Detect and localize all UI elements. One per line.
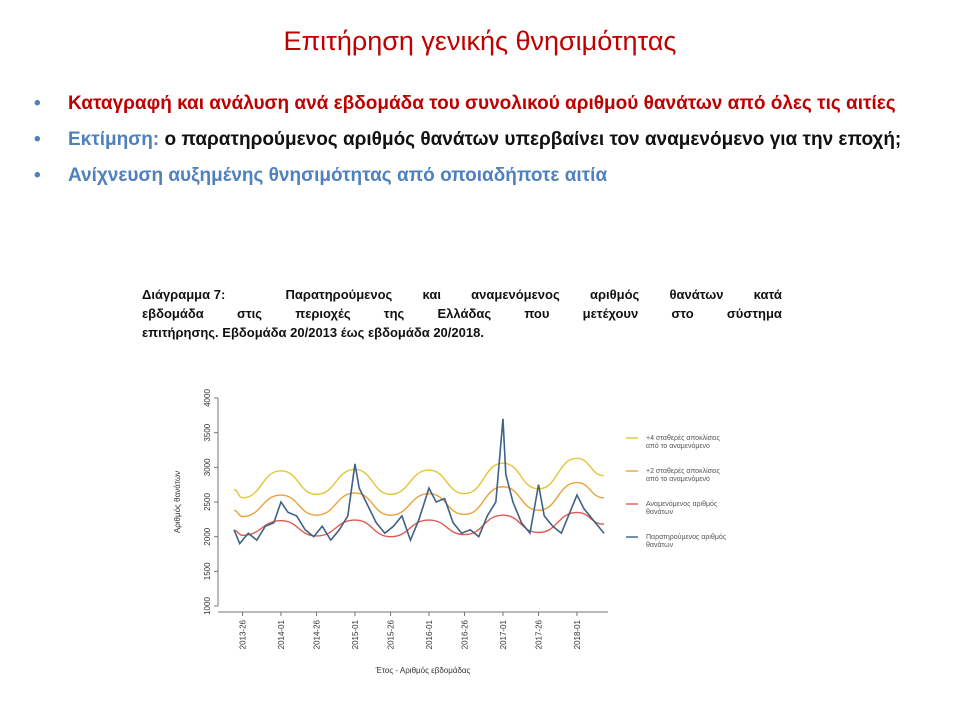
x-tick-label: 2014-01	[276, 620, 286, 650]
x-tick-label: 2016-26	[460, 620, 470, 650]
legend-label: Αναμενόμενος αριθμός	[646, 501, 718, 508]
caption-word: Ελλάδας	[437, 306, 492, 321]
legend-label: +2 σταθερές αποκλίσεις	[646, 468, 720, 475]
legend-label: Παρατηρούμενος αριθμός	[646, 534, 727, 541]
caption-word: μετέχουν	[582, 306, 639, 321]
bullet-lead: Εκτίμηση:	[68, 129, 160, 150]
series-line-expected	[234, 512, 604, 536]
caption-word: θανάτων	[669, 287, 724, 302]
y-tick-label: 1500	[203, 562, 212, 581]
caption-word: στο	[671, 306, 694, 321]
x-tick-label: 2015-01	[350, 620, 360, 650]
legend-label: +4 σταθερές αποκλίσεις	[646, 435, 720, 442]
caption-line-1	[142, 285, 782, 304]
caption-word: περιοχές	[295, 306, 351, 321]
legend-label: θανάτων	[646, 542, 674, 549]
x-tick-label: 2017-01	[498, 620, 508, 650]
bullet-item	[34, 162, 924, 190]
bullet-item	[34, 126, 924, 154]
x-tick-label: 2015-26	[386, 620, 396, 650]
bullet-text: Καταγραφή και ανάλυση ανά εβδομάδα του συνολικού αριθμού θανάτων από όλες τις αιτίες	[68, 93, 896, 114]
bullet-item	[34, 90, 924, 118]
bullet-text: Ανίχνευση αυξημένης θνησιμότητας από οποιαδήποτε αιτία	[68, 165, 608, 186]
y-tick-label: 2500	[203, 493, 212, 511]
y-axis-label: Αριθμός θανάτων	[173, 470, 182, 534]
legend-label: από το αναμενόμενο	[646, 443, 710, 450]
y-tick-label: 3000	[203, 458, 212, 477]
figure-caption	[142, 285, 782, 342]
x-tick-label: 2018-01	[572, 620, 582, 650]
bullet-dot-icon: •	[34, 93, 41, 114]
slide-title: Επιτήρηση γενικής θνησιμότητας	[283, 26, 677, 56]
caption-word: εβδομάδα	[142, 306, 204, 321]
caption-word: που	[524, 306, 550, 321]
caption-word: κατά	[753, 287, 782, 302]
bullet-list	[34, 90, 924, 198]
caption-word: και	[422, 287, 441, 302]
caption-label: Διάγραμμα 7:	[142, 287, 226, 302]
bullet-text: ο παρατηρούμενος αριθμός θανάτων υπερβαίνει τον αναμενόμενο για την εποχή;	[159, 129, 902, 150]
caption-word: αριθμός	[589, 287, 640, 302]
caption-word: Παρατηρούμενος	[285, 287, 393, 302]
x-tick-label: 2013-26	[238, 620, 248, 650]
x-tick-label: 2014-26	[312, 620, 322, 650]
y-tick-label: 4000	[203, 389, 212, 407]
bullet-dot-icon: •	[34, 165, 41, 186]
caption-line-3: επιτήρησης. Εβδομάδα 20/2013 έως εβδομάδα 20/2018.	[142, 325, 484, 340]
series-line-plus4	[234, 458, 604, 498]
y-tick-label: 3500	[203, 423, 212, 442]
mortality-chart	[160, 380, 780, 680]
caption-word: στις	[236, 306, 263, 321]
y-tick-label: 1000	[203, 597, 212, 615]
caption-word: της	[383, 306, 405, 321]
caption-word: σύστημα	[726, 306, 782, 321]
series-line-observed	[234, 419, 604, 544]
y-tick-label: 2000	[203, 527, 212, 546]
x-tick-label: 2016-01	[424, 620, 434, 650]
x-axis-label: Έτος - Αριθμός εβδομάδας	[375, 666, 471, 675]
legend-label: από το αναμενόμενο	[646, 476, 710, 483]
legend-label: θανάτων	[646, 509, 674, 516]
series-line-plus2	[234, 483, 604, 517]
bullet-dot-icon: •	[34, 129, 41, 150]
caption-line-2	[142, 304, 782, 323]
x-tick-label: 2017-26	[534, 620, 544, 650]
caption-word: αναμενόμενος	[471, 287, 560, 302]
